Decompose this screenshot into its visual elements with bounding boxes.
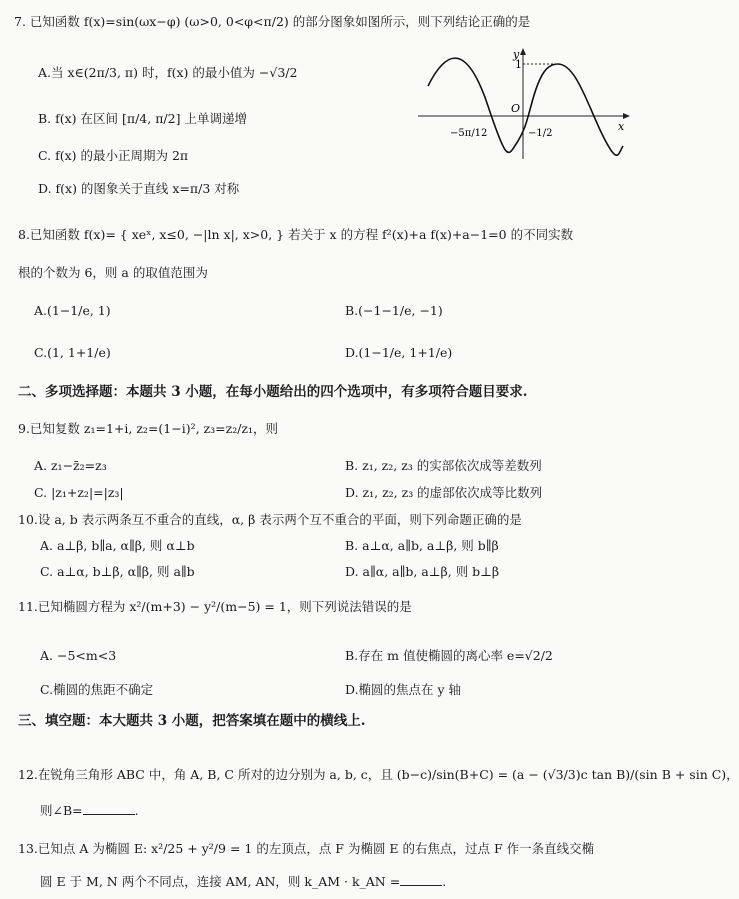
q9-stem: 9.已知复数 z₁=1+i, z₂=(1−i)², z₃=z₂/z₁，则 xyxy=(18,421,279,436)
q10-option-d: D. a∥α, a∥b, a⊥β, 则 b⊥β xyxy=(345,564,500,579)
q10-option-a: A. a⊥β, b∥a, α∥β, 则 α⊥b xyxy=(40,538,195,553)
q13-stem-line1: 13.已知点 A 为椭圆 E: x²/25 + y²/9 = 1 的左顶点，点 F 为椭圆 E 的右焦点，过点 F 作一条直线交椭 xyxy=(18,841,595,856)
q12-answer-suffix: . xyxy=(134,803,139,818)
q13-answer-blank[interactable] xyxy=(400,873,442,886)
y-axis-arrow-icon xyxy=(520,48,526,55)
q7-sine-graph xyxy=(418,46,633,161)
q8-stem-line1: 8.已知函数 f(x)= { xeˣ, x≤0, −|ln x|, x>0, } 若关于 x 的方程 f²(x)+a f(x)+a−1=0 的不同实数 xyxy=(18,227,574,242)
q10-option-c: C. a⊥α, b⊥β, α∥β, 则 a∥b xyxy=(40,564,195,579)
origin-label: O xyxy=(511,102,521,115)
q8-option-a: A.(1−1/e, 1) xyxy=(34,303,111,318)
tick-right-label: −1/2 xyxy=(528,128,553,139)
q13-answer-suffix: . xyxy=(442,874,447,889)
q8-stem-line2: 根的个数为 6，则 a 的取值范围为 xyxy=(18,265,208,280)
q8-option-d: D.(1−1/e, 1+1/e) xyxy=(345,345,453,360)
q12-answer-blank[interactable] xyxy=(83,802,135,815)
q8-option-b: B.(−1−1/e, −1) xyxy=(345,303,443,318)
q12-stem: 12.在锐角三角形 ABC 中，角 A, B, C 所对的边分别为 a, b, c，且 (b−c)/sin(B+C) = (a − (√3/3)c tan B)/(sin B + sin C)， xyxy=(18,767,739,782)
tick-left-label: −5π/12 xyxy=(450,128,488,139)
q11-option-a: A. −5<m<3 xyxy=(40,648,117,663)
q7-stem: 7. 已知函数 f(x)=sin(ωx−φ) (ω>0, 0<φ<π/2) 的部分图象如图所示，则下列结论正确的是 xyxy=(14,14,531,29)
x-axis-arrow-icon xyxy=(623,113,630,119)
q8-option-c: C.(1, 1+1/e) xyxy=(34,345,111,360)
q9-option-a: A. z₁−z̄₂=z₃ xyxy=(34,458,107,473)
q7-option-a: A.当 x∈(2π/3, π) 时，f(x) 的最小值为 −√3/2 xyxy=(38,65,298,80)
q13-stem-text: 圆 E 于 M, N 两个不同点，连接 AM, AN，则 k_AM · k_AN = xyxy=(40,874,401,889)
q11-stem: 11.已知椭圆方程为 x²/(m+3) − y²/(m−5) = 1，则下列说法错误的是 xyxy=(18,599,412,614)
section-3-heading: 三、填空题：本大题共 3 小题，把答案填在题中的横线上. xyxy=(18,713,366,729)
q9-option-b: B. z₁, z₂, z₃ 的实部依次成等差数列 xyxy=(345,458,542,473)
q9-option-d: D. z₁, z₂, z₃ 的虚部依次成等比数列 xyxy=(345,485,543,500)
section-2-heading: 二、多项选择题：本题共 3 小题，在每小题给出的四个选项中，有多项符合题目要求. xyxy=(18,384,528,400)
q12-answer-line xyxy=(40,802,139,820)
q11-option-d: D.椭圆的焦点在 y 轴 xyxy=(345,682,462,697)
peak-label: 1 xyxy=(515,58,522,71)
q7-option-d: D. f(x) 的图象关于直线 x=π/3 对称 xyxy=(38,181,240,196)
q9-option-c: C. |z₁+z₂|=|z₃| xyxy=(34,485,124,500)
sine-curve xyxy=(428,58,623,155)
q7-option-b: B. f(x) 在区间 [π/4, π/2] 上单调递增 xyxy=(38,111,247,126)
x-label: x xyxy=(618,120,625,133)
q12-answer-prefix: 则∠B= xyxy=(40,803,83,818)
q10-option-b: B. a⊥α, a∥b, a⊥β, 则 b∥β xyxy=(345,538,499,553)
q13-stem-line2 xyxy=(40,873,446,891)
q10-stem: 10.设 a, b 表示两条互不重合的直线，α, β 表示两个互不重合的平面，则下列命题正确的是 xyxy=(18,512,522,527)
y-label: y xyxy=(513,48,520,61)
q11-option-c: C.椭圆的焦距不确定 xyxy=(40,682,154,697)
q11-option-b: B.存在 m 值使椭圆的离心率 e=√2/2 xyxy=(345,648,553,663)
q7-option-c: C. f(x) 的最小正周期为 2π xyxy=(38,148,189,163)
